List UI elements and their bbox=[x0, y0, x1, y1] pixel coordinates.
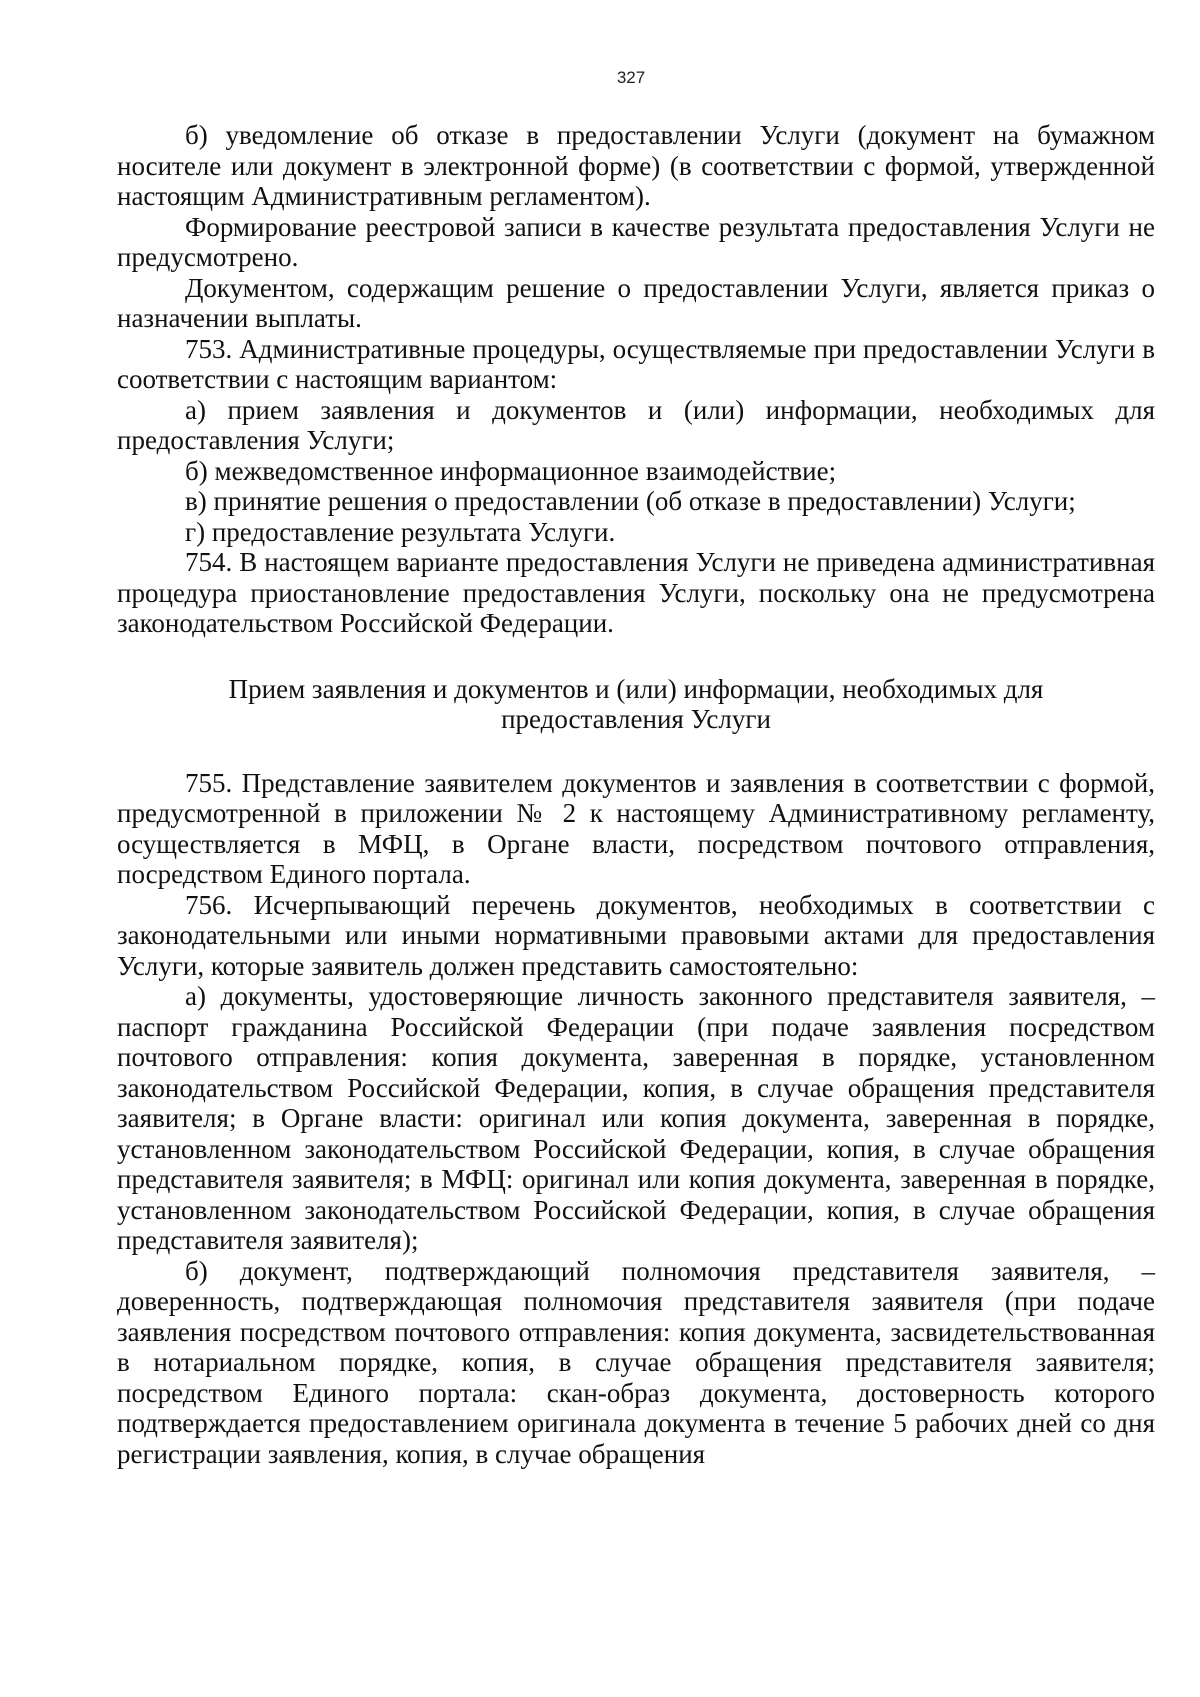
list-item-753-b: б) межведомственное информационное взаимодействие; bbox=[185, 455, 837, 486]
page-number: 327 bbox=[616, 68, 646, 87]
paragraph-notice-of-refusal: б) уведомление об отказе в предоставлении Услуги (документ на бумажном носителе или документ в электронной форме) (в соответствии с формой, утвержденной настоящим Административным регламентом). bbox=[117, 120, 1155, 211]
paragraph-755: 755. Представление заявителем документов и заявления в соответствии с формой, предусмотренной в приложении № 2 к настоящему Административному регламенту, осуществляется в МФЦ, в Органе власти, посредством почтового отправления, посредством Единого портала. bbox=[117, 767, 1155, 889]
paragraph-756: 756. Исчерпывающий перечень документов, необходимых в соответствии с законодательными или иными нормативными правовыми актами для предоставления Услуги, которые заявитель должен представить самостоятельно: bbox=[117, 889, 1155, 981]
section-heading: Прием заявления и документов и (или) информации, необходимых для предоставления Услуги bbox=[228, 673, 1044, 734]
paragraph-754: 754. В настоящем варианте предоставления Услуги не приведена административная процедура приостановление предоставления Услуги, поскольку она не предусмотрена законодательством Российской Федерации. bbox=[117, 547, 1155, 638]
paragraph-decision-document: Документом, содержащим решение о предоставлении Услуги, является приказ о назначении выплаты. bbox=[117, 272, 1155, 333]
paragraph-753: 753. Административные процедуры, осуществляемые при предоставлении Услуги в соответствии с настоящим вариантом: bbox=[117, 333, 1155, 394]
list-item-753-g: г) предоставление результата Услуги. bbox=[185, 516, 616, 547]
document-body bbox=[117, 120, 1155, 1469]
list-item-756-a: а) документы, удостоверяющие личность законного представителя заявителя, – паспорт гражданина Российской Федерации (при подаче заявления посредством почтового отправления: копия документа, заверенная в порядке, установленном законодательством Российской Федерации, копия, в случае обращения представителя заявителя; в Органе власти: оригинал или копия документа, заверенная в порядке, установленном законодательством Российской Федерации, копия, в случае обращения представителя заявителя; в МФЦ: оригинал или копия документа, заверенная в порядке, установленном законодательством Российской Федерации, копия, в случае обращения представителя заявителя); bbox=[117, 981, 1155, 1255]
list-item-753-v: в) принятие решения о предоставлении (об отказе в предоставлении) Услуги; bbox=[185, 486, 1076, 516]
paragraph-registry-record: Формирование реестровой записи в качестве результата предоставления Услуги не предусмотрено. bbox=[117, 211, 1155, 272]
list-item-756-b: б) документ, подтверждающий полномочия представителя заявителя, – доверенность, подтверждающая полномочия представителя заявителя (при подаче заявления посредством почтового отправления: копия документа, засвидетельствованная в нотариальном порядке, копия, в случае обращения представителя заявителя; посредством Единого портала: скан-образ документа, достоверность которого подтверждается предоставлением оригинала документа в течение 5 рабочих дней со дня регистрации заявления, копия, в случае обращения bbox=[117, 1255, 1155, 1469]
list-item-753-a: а) прием заявления и документов и (или) информации, необходимых для предоставления Услуги; bbox=[117, 394, 1155, 455]
